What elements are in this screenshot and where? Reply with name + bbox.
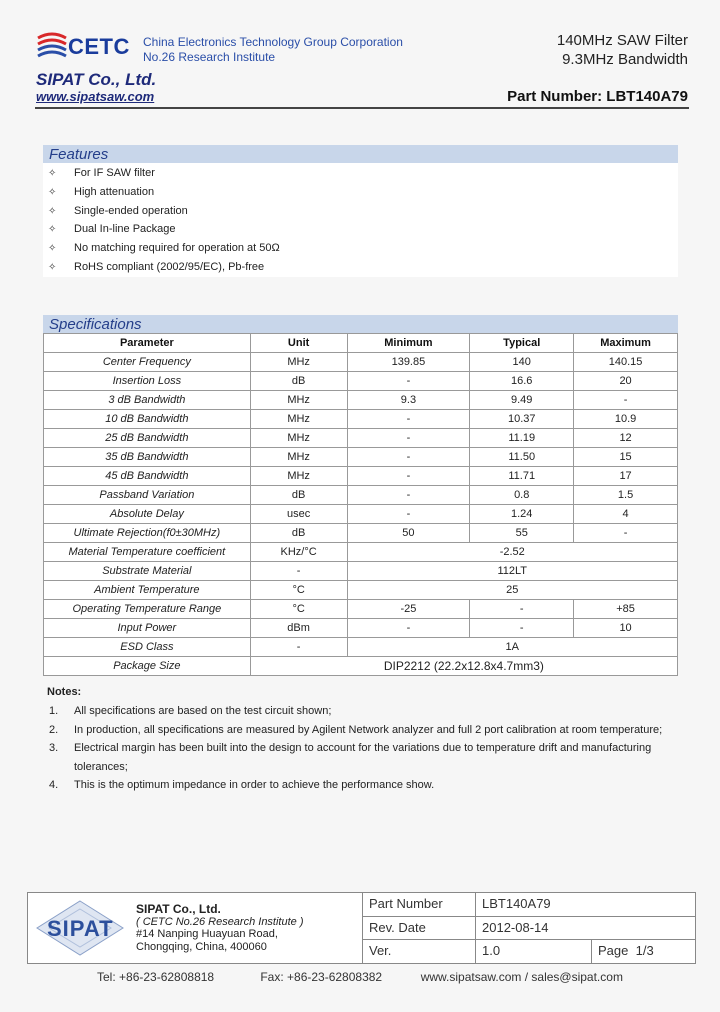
part-number-value: LBT140A79 [475,893,695,917]
table-row [44,619,678,638]
parameter-cell: 45 dB Bandwidth [44,467,251,486]
corporation-name [143,35,403,65]
parameter-cell: 35 dB Bandwidth [44,448,251,467]
footer-address-2: Chongqing, China, 400060 [136,940,267,953]
rev-date-value: 2012-08-14 [475,917,695,940]
value-cell: DIP2212 (22.2x12.8x4.7mm3) [250,657,677,676]
note-text: In production, all specifications are measured by Agilent Network analyzer and full 2 port calibration at room temperature; [74,723,663,736]
value-cell: 1.24 [470,505,574,524]
table-row [44,410,678,429]
sipat-logo [35,899,125,957]
parameter-cell: Absolute Delay [44,505,251,524]
page-label: Page [598,943,629,958]
contact-tel: Tel: +86-23-62808818 [97,970,215,984]
note-text: This is the optimum impedance in order to achieve the performance show. [74,779,435,791]
table-row [44,638,678,657]
value-cell: °C [250,581,347,600]
footer-company: SIPAT Co., Ltd. [136,902,221,916]
corp-line-1: China Electronics Technology Group Corporation [143,35,403,49]
value-cell: 11.71 [470,467,574,486]
value-cell: -25 [347,600,470,619]
contact-line [97,970,623,984]
note-item [47,776,687,795]
value-cell: 12 [574,429,678,448]
value-cell: 1A [347,638,677,657]
value-cell: dB [250,524,347,543]
column-header: Typical [470,334,574,353]
value-cell: 4 [574,505,678,524]
value-cell: dB [250,486,347,505]
header-divider [35,107,689,109]
table-row [44,562,678,581]
value-cell: 139.85 [347,353,470,372]
parameter-cell: Ambient Temperature [44,581,251,600]
value-cell: - [347,619,470,638]
note-item [47,739,687,776]
page-value: 1/3 [635,943,654,958]
footer-company-info [136,903,304,953]
note-number: 4. [49,779,59,791]
value-cell: 16.6 [470,372,574,391]
value-cell: MHz [250,410,347,429]
value-cell: 55 [470,524,574,543]
value-cell: 0.8 [470,486,574,505]
company-url[interactable]: www.sipatsaw.com [36,89,155,104]
value-cell: 1.5 [574,486,678,505]
feature-text: Single-ended operation [74,204,188,217]
table-row [44,448,678,467]
diamond-bullet-icon: ✧ [48,224,57,236]
note-number: 3. [49,742,59,754]
feature-text: RoHS compliant (2002/95/EC), Pb-free [74,261,265,273]
column-header: Parameter [44,334,251,353]
note-number: 2. [49,723,59,736]
value-cell: - [250,638,347,657]
value-cell: 20 [574,372,678,391]
product-line-2: 9.3MHz Bandwidth [562,51,688,68]
table-row [44,657,678,676]
specifications-title: Specifications [43,315,678,334]
value-cell: MHz [250,353,347,372]
notes-section [47,686,687,795]
value-cell: - [470,619,574,638]
table-row [44,543,678,562]
column-header: Unit [250,334,347,353]
part-number: Part Number: LBT140A79 [507,88,688,105]
table-row [44,372,678,391]
column-header: Minimum [347,334,470,353]
parameter-cell: Insertion Loss [44,372,251,391]
value-cell: MHz [250,467,347,486]
value-cell: dBm [250,619,347,638]
value-cell: - [347,505,470,524]
value-cell: - [347,486,470,505]
value-cell: 9.49 [470,391,574,410]
table-row [44,524,678,543]
value-cell: 140.15 [574,353,678,372]
cetc-emblem-icon [36,32,68,62]
product-title [557,31,688,69]
note-number: 1. [49,705,59,717]
sipat-logo-text: SIPAT [47,916,114,941]
table-row [44,600,678,619]
value-cell: +85 [574,600,678,619]
value-cell: 50 [347,524,470,543]
table-row [44,505,678,524]
parameter-cell: ESD Class [44,638,251,657]
feature-item [48,202,188,220]
footer-doc-info [362,893,695,963]
feature-item [48,220,176,238]
note-item [47,702,687,721]
value-cell: dB [250,372,347,391]
value-cell: 10.9 [574,410,678,429]
footer-address-1: #14 Nanping Huayuan Road, [136,928,278,940]
part-number-label: Part Number [362,893,475,917]
feature-text: High attenuation [74,185,155,198]
parameter-cell: Input Power [44,619,251,638]
feature-item [48,183,154,201]
value-cell: 9.3 [347,391,470,410]
value-cell: 11.50 [470,448,574,467]
value-cell: - [250,562,347,581]
notes-title: Notes: [47,686,82,698]
value-cell: - [347,429,470,448]
note-text: All specifications are based on the test circuit shown; [74,705,332,717]
value-cell: 17 [574,467,678,486]
contact-fax: Fax: +86-23-62808382 [260,970,383,984]
diamond-bullet-icon: ✧ [48,243,57,255]
feature-item [48,164,155,182]
feature-item [48,239,280,257]
feature-text: For IF SAW filter [74,167,155,179]
footer-box [27,892,696,964]
company-name: SIPAT Co., Ltd. [36,70,157,89]
feature-text: No matching required for operation at 50Ω [74,242,280,255]
value-cell: 112LT [347,562,677,581]
table-row [44,429,678,448]
value-cell: MHz [250,429,347,448]
version-label: Ver. [362,940,475,963]
value-cell: 140 [470,353,574,372]
value-cell: MHz [250,391,347,410]
value-cell: 11.19 [470,429,574,448]
parameter-cell: Center Frequency [44,353,251,372]
value-cell: - [470,600,574,619]
rev-date-label: Rev. Date [362,917,475,940]
note-item [47,721,687,740]
parameter-cell: Package Size [44,657,251,676]
feature-item [48,258,264,276]
table-header-row [44,334,678,353]
parameter-cell: 3 dB Bandwidth [44,391,251,410]
value-cell: - [347,410,470,429]
value-cell: - [574,524,678,543]
value-cell: -2.52 [347,543,677,562]
parameter-cell: 10 dB Bandwidth [44,410,251,429]
value-cell: - [347,372,470,391]
parameter-cell: Material Temperature coefficient [44,543,251,562]
table-row [44,467,678,486]
value-cell: usec [250,505,347,524]
diamond-bullet-icon: ✧ [48,186,57,198]
specifications-table [43,333,678,676]
table-row [44,391,678,410]
table-row [44,581,678,600]
feature-text: Dual In-line Package [74,223,176,236]
parameter-cell: Operating Temperature Range [44,600,251,619]
corp-line-2: No.26 Research Institute [143,50,276,64]
parameter-cell: Substrate Material [44,562,251,581]
version-value: 1.0 [475,940,591,963]
value-cell: 10.37 [470,410,574,429]
diamond-bullet-icon: ✧ [48,168,57,179]
parameter-cell: Passband Variation [44,486,251,505]
parameter-cell: Ultimate Rejection(f0±30MHz) [44,524,251,543]
table-row [44,486,678,505]
features-list [43,163,678,277]
column-header: Maximum [574,334,678,353]
cetc-logo-text: CETC [68,34,130,59]
value-cell: °C [250,600,347,619]
parameter-cell: 25 dB Bandwidth [44,429,251,448]
product-line-1: 140MHz SAW Filter [556,32,688,49]
value-cell: - [574,391,678,410]
value-cell: 15 [574,448,678,467]
value-cell: 10 [574,619,678,638]
page-info [591,940,695,963]
diamond-bullet-icon: ✧ [48,205,57,217]
value-cell: KHz/°C [250,543,347,562]
note-text: Electrical margin has been built into the design to account for the variations due to temperature drift and manufacturing tolerances; [74,742,652,773]
contact-web-email[interactable]: www.sipatsaw.com / sales@sipat.com [420,970,623,984]
value-cell: MHz [250,448,347,467]
value-cell: - [347,448,470,467]
value-cell: 25 [347,581,677,600]
value-cell: - [347,467,470,486]
diamond-bullet-icon: ✧ [48,262,57,273]
footer-institute: ( CETC No.26 Research Institute ) [136,915,304,928]
table-row [44,353,678,372]
features-title: Features [43,145,678,164]
